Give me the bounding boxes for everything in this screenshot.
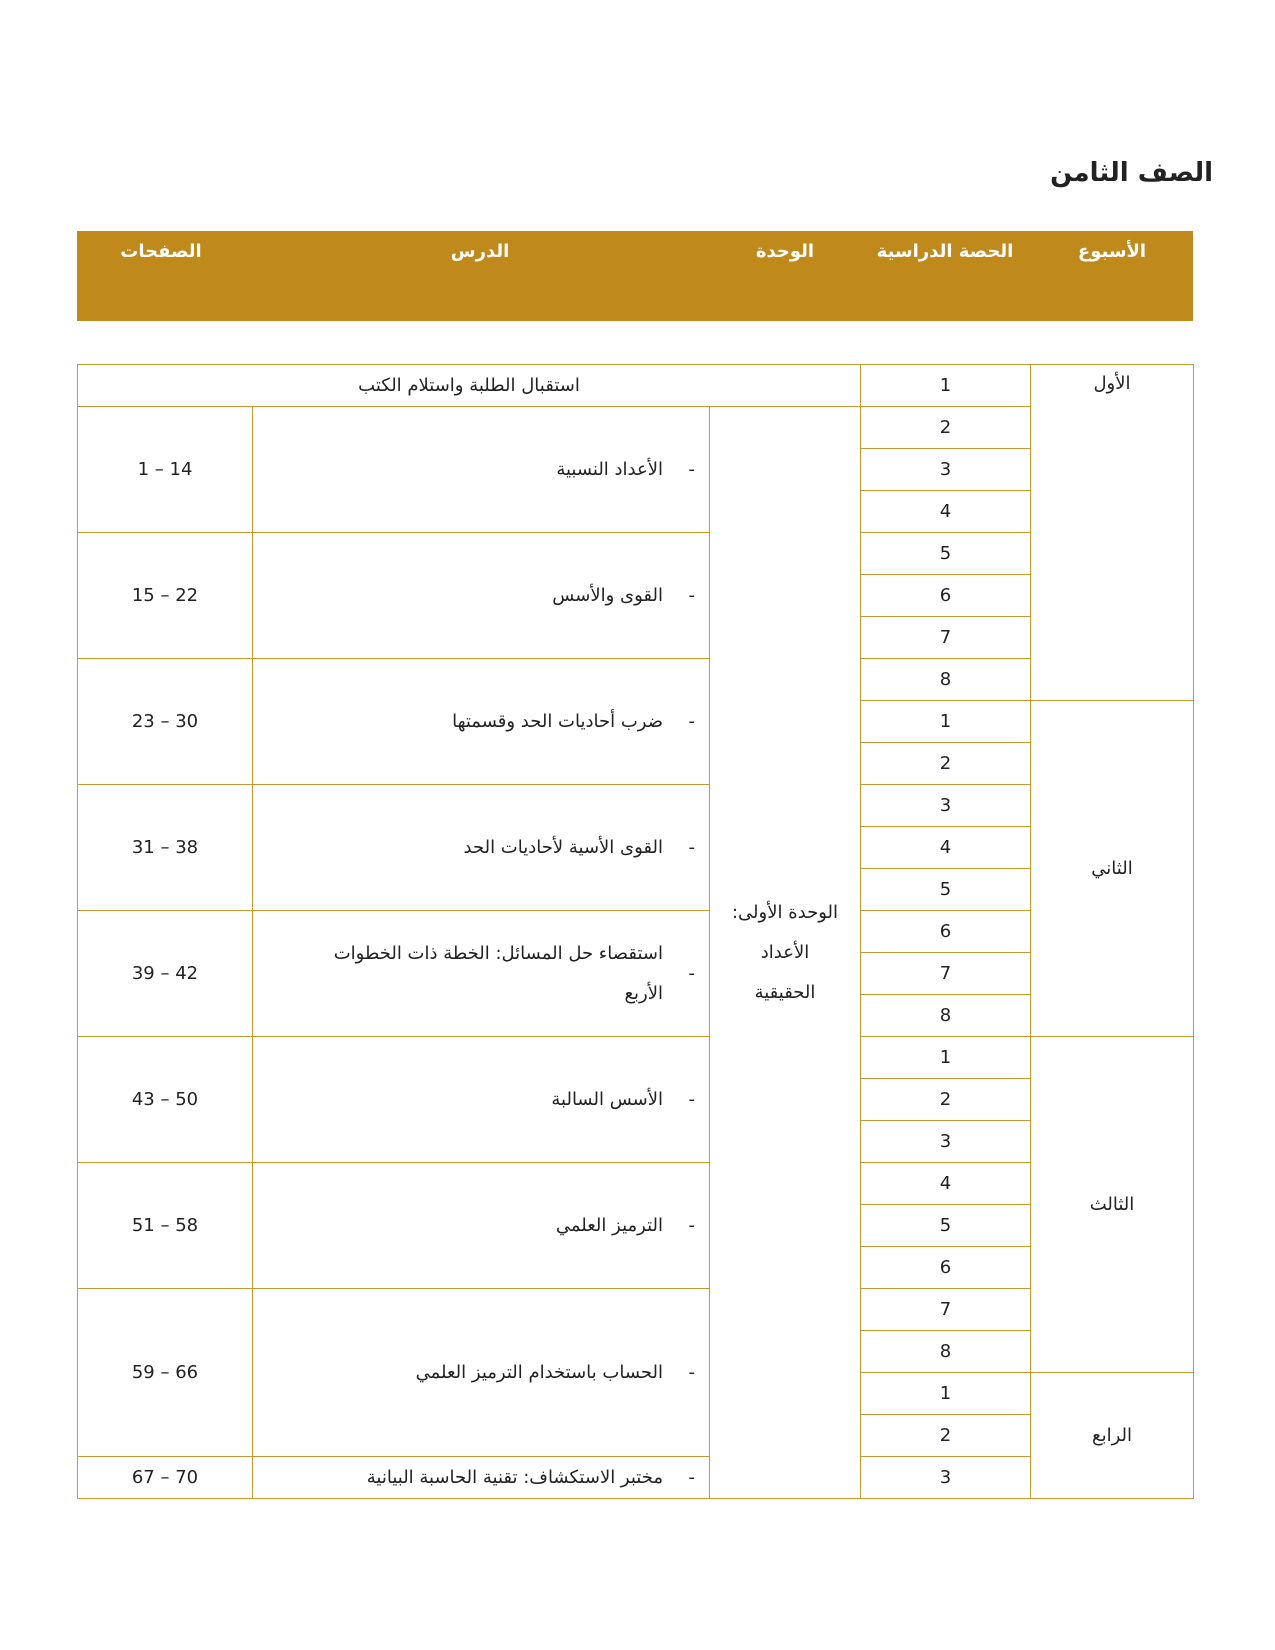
session-cell: 4 <box>861 827 1031 869</box>
session-cell: 2 <box>861 407 1031 449</box>
week-cell: الأول <box>1031 365 1194 701</box>
table-row <box>78 659 1194 701</box>
lesson-title: استقصاء حل المسائل: الخطة ذات الخطوات الأربع <box>333 942 663 1004</box>
week-cell: الثالث <box>1031 1037 1194 1373</box>
lesson-cell <box>253 659 710 785</box>
pages-cell: 1 – 14 <box>78 407 253 533</box>
unit-cell <box>710 407 861 1499</box>
session-cell: 5 <box>861 533 1031 575</box>
bullet-dash: - <box>688 836 695 858</box>
lesson-cell <box>253 1037 710 1163</box>
header-lesson: الدرس <box>450 241 510 262</box>
session-cell: 2 <box>861 743 1031 785</box>
session-cell: 7 <box>861 1289 1031 1331</box>
lesson-title: الأسس السالبة <box>551 1088 663 1110</box>
unit-line1: الوحدة الأولى: <box>731 901 839 923</box>
session-cell: 7 <box>861 953 1031 995</box>
lesson-title: ضرب أحاديات الحد وقسمتها <box>452 710 663 732</box>
session-cell: 6 <box>861 1247 1031 1289</box>
session-cell: 3 <box>861 1457 1031 1499</box>
schedule-table <box>77 364 1194 1499</box>
lesson-cell <box>253 1457 710 1499</box>
lesson-cell <box>253 1289 710 1457</box>
bullet-dash: - <box>688 1361 695 1383</box>
header-pages: الصفحات <box>120 241 202 262</box>
pages-cell: 23 – 30 <box>78 659 253 785</box>
table-row <box>78 1289 1194 1331</box>
lesson-title: القوى الأسية لأحاديات الحد <box>463 836 663 858</box>
lesson-cell <box>253 911 710 1037</box>
bullet-dash: - <box>688 584 695 606</box>
session-cell: 8 <box>861 995 1031 1037</box>
unit-line3: الحقيقية <box>754 981 816 1003</box>
session-cell: 3 <box>861 1121 1031 1163</box>
session-cell: 6 <box>861 575 1031 617</box>
session-cell: 5 <box>861 869 1031 911</box>
session-cell: 4 <box>861 1163 1031 1205</box>
table-row <box>78 911 1194 953</box>
table-row <box>78 407 1194 449</box>
bullet-dash: - <box>688 1214 695 1236</box>
session-cell: 2 <box>861 1415 1031 1457</box>
pages-cell: 67 – 70 <box>78 1457 253 1499</box>
pages-cell: 59 – 66 <box>78 1289 253 1457</box>
table-row <box>78 1037 1194 1079</box>
lesson-cell <box>253 533 710 659</box>
lesson-title: مختبر الاستكشاف: تقنية الحاسبة البيانية <box>366 1466 663 1488</box>
session-cell: 5 <box>861 1205 1031 1247</box>
page-title: الصف الثامن <box>1050 158 1213 188</box>
table-row <box>78 533 1194 575</box>
table-header <box>77 231 1193 321</box>
bullet-dash: - <box>688 962 695 984</box>
table-row <box>78 365 1194 407</box>
table-row <box>78 785 1194 827</box>
session-cell: 1 <box>861 1037 1031 1079</box>
session-cell: 7 <box>861 617 1031 659</box>
week-cell: الثاني <box>1031 701 1194 1037</box>
header-week: الأسبوع <box>1077 241 1147 262</box>
session-cell: 1 <box>861 365 1031 407</box>
lesson-title: الحساب باستخدام الترميز العلمي <box>415 1361 663 1383</box>
pages-cell: 39 – 42 <box>78 911 253 1037</box>
session-cell: 1 <box>861 701 1031 743</box>
session-cell: 1 <box>861 1373 1031 1415</box>
session-cell: 2 <box>861 1079 1031 1121</box>
session-cell: 8 <box>861 659 1031 701</box>
bullet-dash: - <box>688 458 695 480</box>
welcome-cell: استقبال الطلبة واستلام الكتب <box>78 365 861 407</box>
lesson-title: الترميز العلمي <box>555 1214 663 1236</box>
pages-cell: 15 – 22 <box>78 533 253 659</box>
unit-line2: الأعداد <box>760 941 810 963</box>
bullet-dash: - <box>688 1088 695 1110</box>
header-session: الحصة الدراسية <box>876 241 1014 262</box>
lesson-cell <box>253 1163 710 1289</box>
session-cell: 3 <box>861 785 1031 827</box>
session-cell: 3 <box>861 449 1031 491</box>
pages-cell: 43 – 50 <box>78 1037 253 1163</box>
pages-cell: 51 – 58 <box>78 1163 253 1289</box>
lesson-title: القوى والأسس <box>552 584 663 606</box>
lesson-title: الأعداد النسبية <box>556 458 663 480</box>
bullet-dash: - <box>688 1466 695 1488</box>
session-cell: 4 <box>861 491 1031 533</box>
bullet-dash: - <box>688 710 695 732</box>
session-cell: 8 <box>861 1331 1031 1373</box>
lesson-cell <box>253 785 710 911</box>
header-unit: الوحدة <box>755 241 815 262</box>
session-cell: 6 <box>861 911 1031 953</box>
week-cell: الرابع <box>1031 1373 1194 1499</box>
pages-cell: 31 – 38 <box>78 785 253 911</box>
table-row <box>78 1457 1194 1499</box>
table-row <box>78 1163 1194 1205</box>
lesson-cell <box>253 407 710 533</box>
